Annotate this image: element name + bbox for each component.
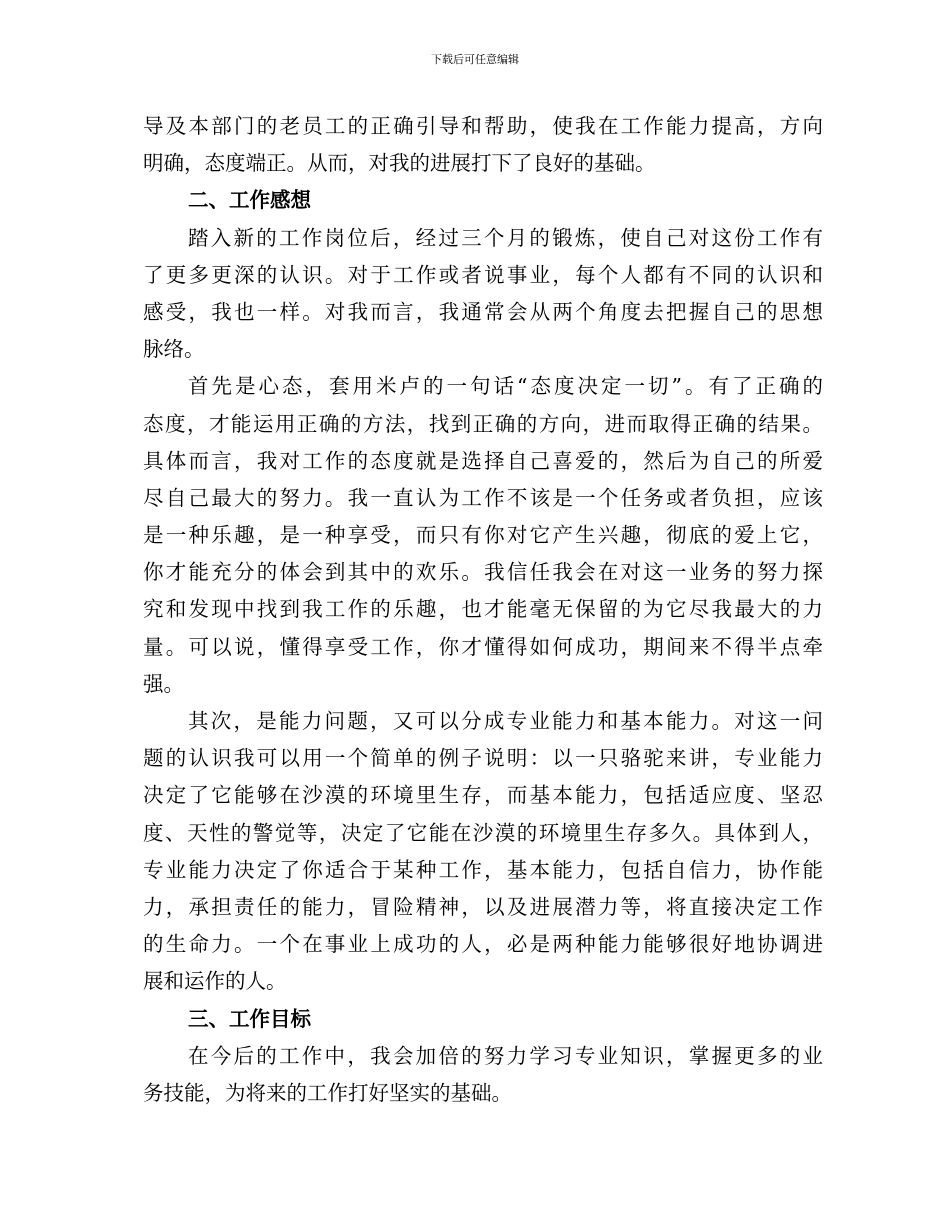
document-body [143,108,823,1112]
body-line: 专业能力决定了你适合于某种工作，基本能力，包括自信力，协作能 [143,857,823,882]
body-line: 究和发现中找到我工作的乐趣，也才能毫无保留的为它尽我最大的力 [143,597,823,622]
body-line: 力，承担责任的能力，冒险精神，以及进展潜力等，将直接决定工作 [143,894,823,919]
body-line: 态度，才能运用正确的方法，找到正确的方向，进而取得正确的结果。 [143,411,823,436]
body-line: 务技能，为将来的工作打好坚实的基础。 [143,1080,512,1105]
section-heading-work-thoughts: 二、工作感想 [188,188,311,213]
body-line: 在今后的工作中，我会加倍的努力学习专业知识，掌握更多的业 [188,1043,823,1068]
body-line: 你才能充分的体会到其中的欢乐。我信任我会在对这一业务的努力探 [143,560,823,585]
body-line: 感受，我也一样。对我而言，我通常会从两个角度去把握自己的思想 [143,299,823,324]
section-heading-work-goals: 三、工作目标 [188,1006,311,1031]
body-line: 其次，是能力问题，又可以分成专业能力和基本能力。对这一问 [188,709,823,733]
body-line: 导及本部门的老员工的正确引导和帮助，使我在工作能力提高，方向 [143,114,823,138]
body-line: 的生命力。一个在事业上成功的人，必是两种能力能够很好地协调进 [143,932,823,957]
body-line: 首先是心态，套用米卢的一句话“态度决定一切”。有了正确的 [188,374,823,399]
body-line: 尽自己最大的努力。我一直认为工作不该是一个任务或者负担，应该 [143,485,823,510]
body-line: 了更多更深的认识。对于工作或者说事业，每个人都有不同的认识和 [143,262,823,287]
body-line: 是一种乐趣，是一种享受，而只有你对它产生兴趣，彻底的爱上它， [143,523,823,548]
body-line: 具体而言，我对工作的态度就是选择自己喜爱的，然后为自己的所爱 [143,448,823,473]
page-header: 下载后可任意编辑 [431,53,519,66]
body-line: 踏入新的工作岗位后，经过三个月的锻炼，使自己对这份工作有 [188,225,823,250]
body-line: 展和运作的人。 [143,969,287,994]
body-line: 明确，态度端正。从而，对我的进展打下了良好的基础。 [143,151,656,176]
body-line: 脉络。 [143,337,205,362]
body-line: 度、天性的警觉等，决定了它能在沙漠的环境里生存多久。具体到人， [143,820,823,845]
body-line: 决定了它能够在沙漠的环境里生存，而基本能力，包括适应度、坚忍 [143,783,823,808]
body-line: 强。 [143,671,184,696]
body-line: 量。可以说，懂得享受工作，你才懂得如何成功，期间来不得半点牵 [143,634,823,659]
body-line: 题的认识我可以用一个简单的例子说明：以一只骆驼来讲，专业能力 [143,746,823,771]
